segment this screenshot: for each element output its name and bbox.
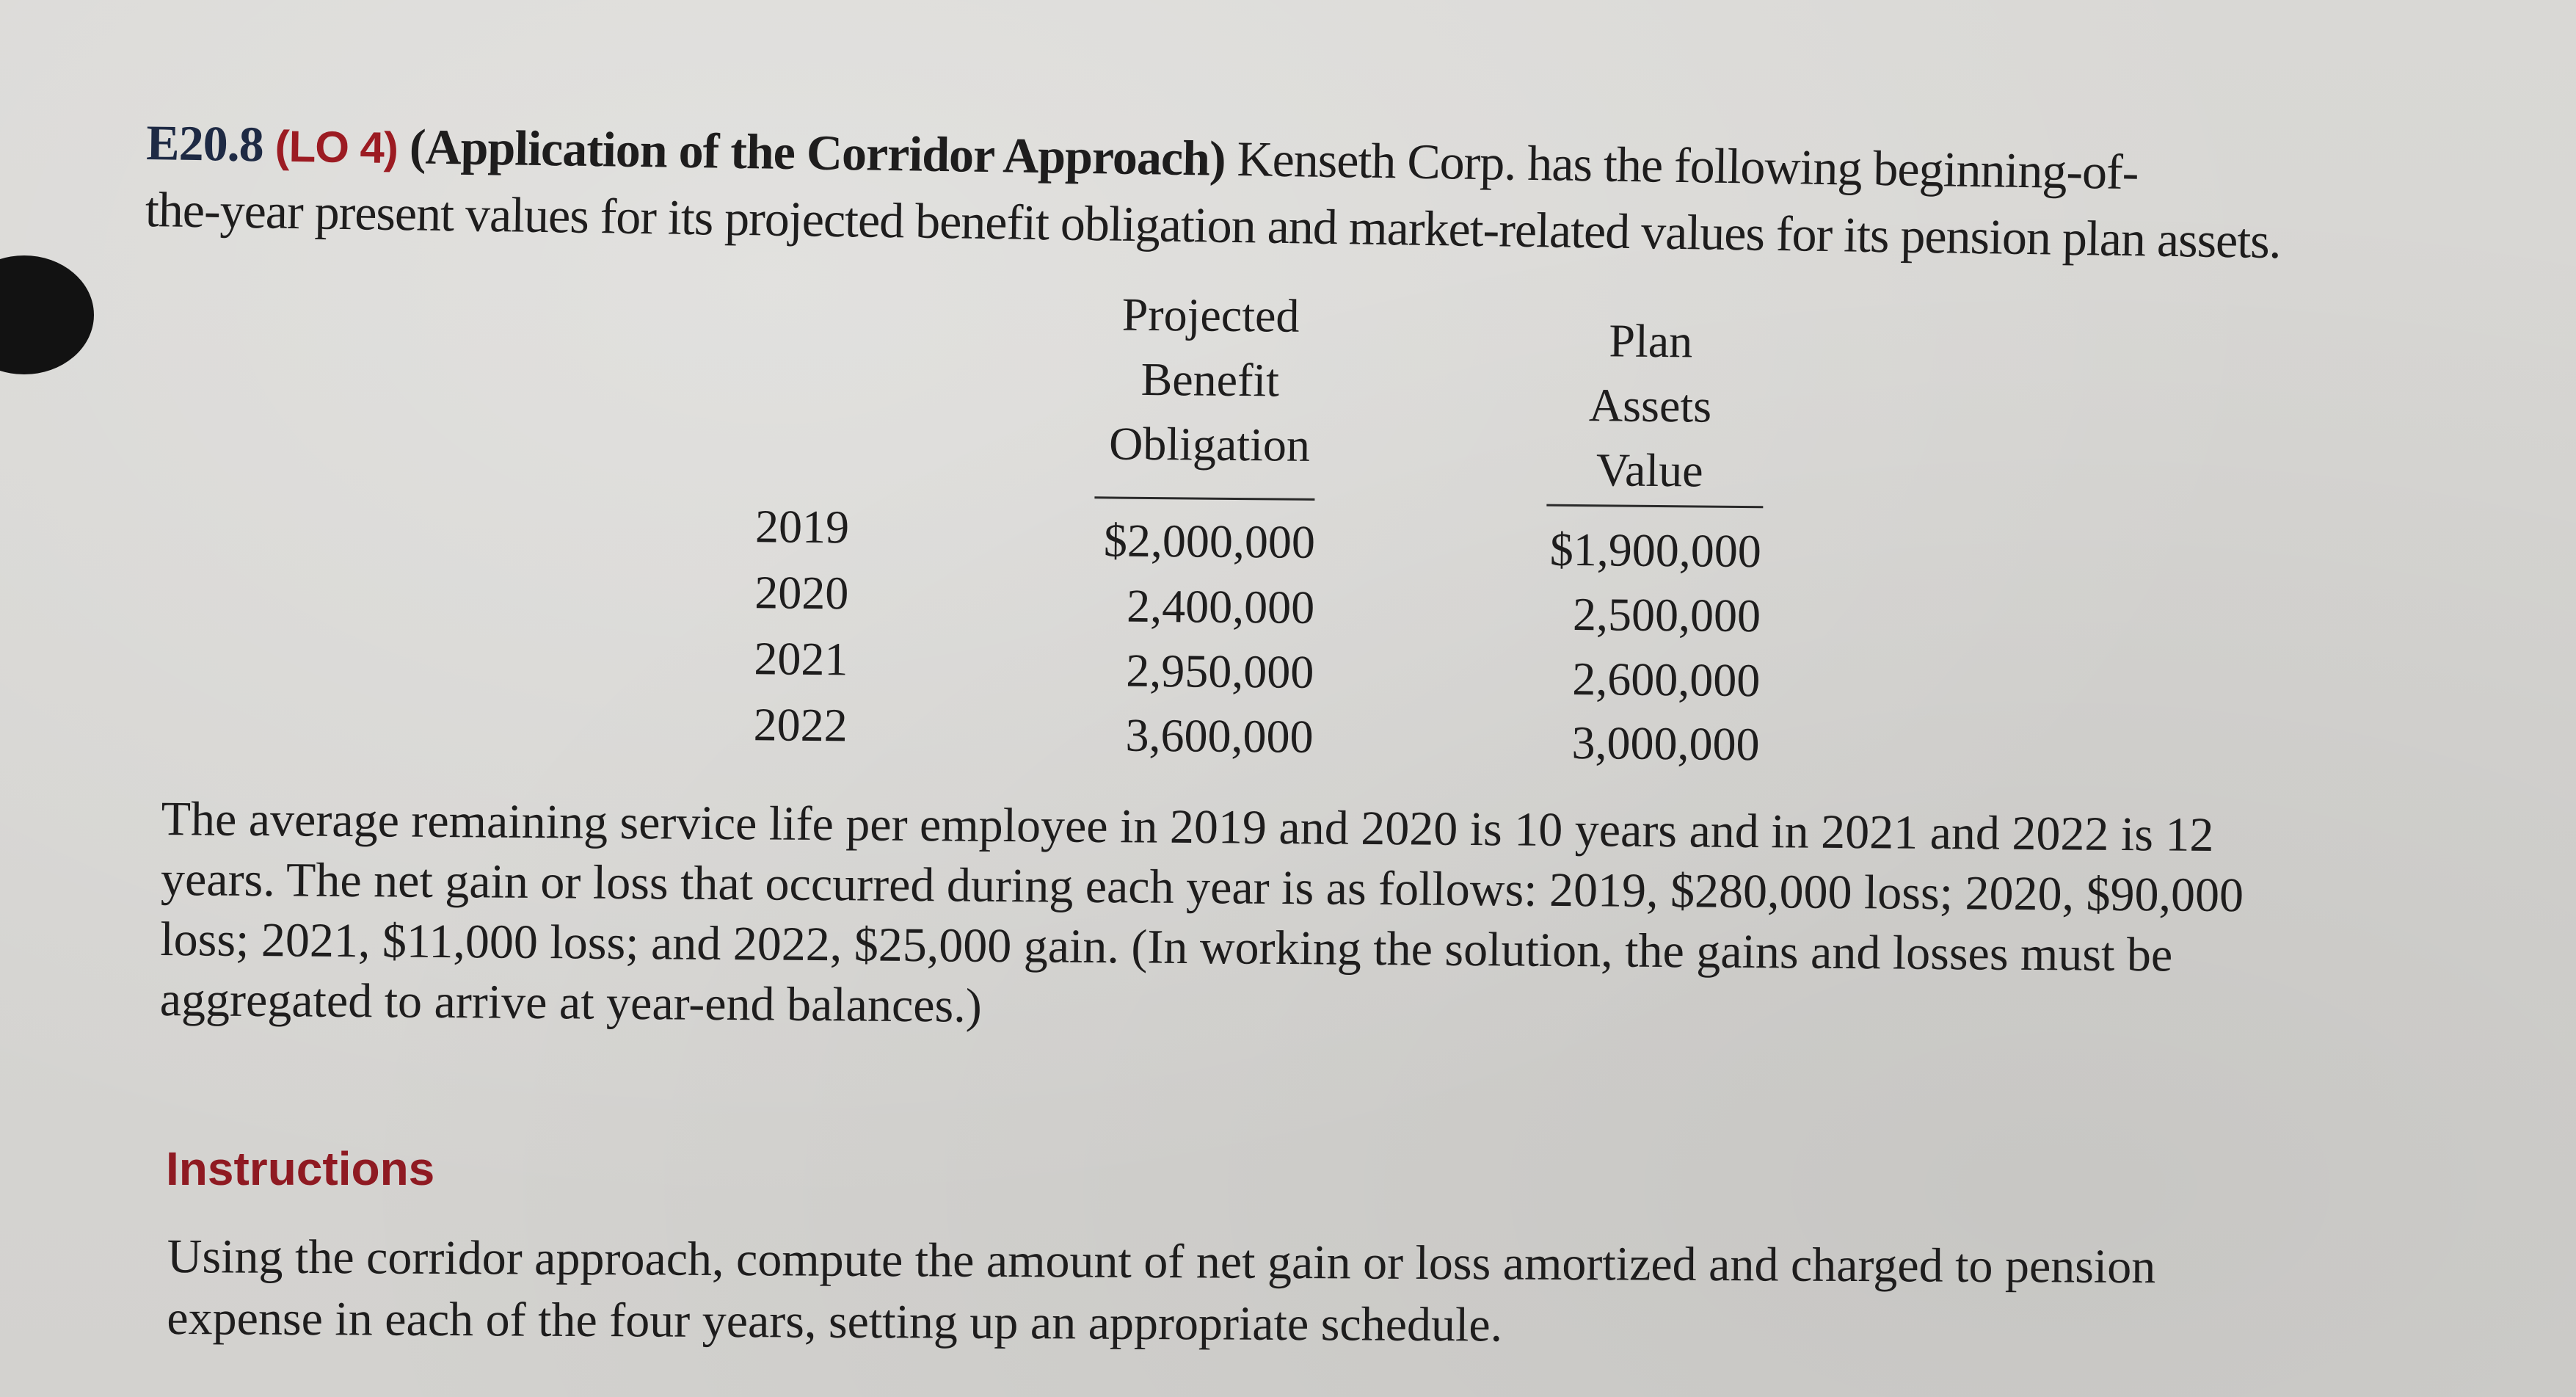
paragraph-line-3: loss; 2021, $11,000 loss; and 2022, $25,000 gain. (In working the solution, the gains and losses must be <box>160 912 2173 982</box>
pa-cell: 2,600,000 <box>1571 652 1761 707</box>
pbo-header-line-1: Projected <box>1121 288 1300 342</box>
intro-text-line-1: Kenseth Corp. has the following beginning-of- <box>1237 131 2139 200</box>
pbo-header-rule <box>1094 496 1314 501</box>
exercise-number: E20.8 <box>145 114 264 173</box>
intro-text-line-2: the-year present values for its projected benefit obligation and market-related values for its pension plan assets. <box>145 181 2282 269</box>
pbo-cell: 3,600,000 <box>1125 708 1314 763</box>
pa-header-line-1: Plan <box>1609 314 1693 368</box>
pbo-column-header <box>1085 282 1336 478</box>
instructions-line-1: Using the corridor approach, compute the amount of net gain or loss amortized and charged to pension <box>167 1229 2156 1294</box>
year-cell: 2020 <box>754 566 849 620</box>
pa-cell: 2,500,000 <box>1572 587 1761 642</box>
year-cell: 2022 <box>753 698 848 752</box>
problem-paragraph <box>159 789 2362 1048</box>
instructions-heading: Instructions <box>166 1142 435 1195</box>
learning-objective: (LO 4) <box>274 121 399 173</box>
instructions-text <box>167 1226 2369 1361</box>
pa-header-line-2: Assets <box>1588 379 1712 432</box>
plan-assets-column-header <box>1539 308 1761 504</box>
year-cell: 2019 <box>754 500 850 554</box>
pa-cell: $1,900,000 <box>1549 523 1762 578</box>
pbo-header-line-2: Benefit <box>1140 352 1280 407</box>
exercise-title: (Application of the Corridor Approach) <box>409 118 1226 186</box>
pbo-header-line-3: Obligation <box>1108 417 1311 471</box>
pension-values-table <box>729 279 1835 802</box>
pa-cell: 3,000,000 <box>1571 716 1760 771</box>
pbo-cell: 2,400,000 <box>1126 579 1315 634</box>
paragraph-line-4: aggregated to arrive at year-end balances.) <box>159 972 983 1033</box>
pa-header-line-3: Value <box>1596 443 1703 497</box>
pa-header-rule <box>1546 504 1763 509</box>
exercise-header <box>145 110 2348 274</box>
instructions-line-2: expense in each of the four years, setting up an appropriate schedule. <box>167 1291 1503 1352</box>
pbo-cell: $2,000,000 <box>1103 514 1316 568</box>
year-cell: 2021 <box>754 632 848 686</box>
paragraph-line-2: years. The net gain or loss that occurred during each year is as follows: 2019, $280,000 loss; 2020, $90,000 <box>160 852 2244 923</box>
paragraph-line-1: The average remaining service life per employee in 2019 and 2020 is 10 years and in 2021 and 2022 is 12 <box>161 791 2214 862</box>
pbo-cell: 2,950,000 <box>1126 644 1314 698</box>
